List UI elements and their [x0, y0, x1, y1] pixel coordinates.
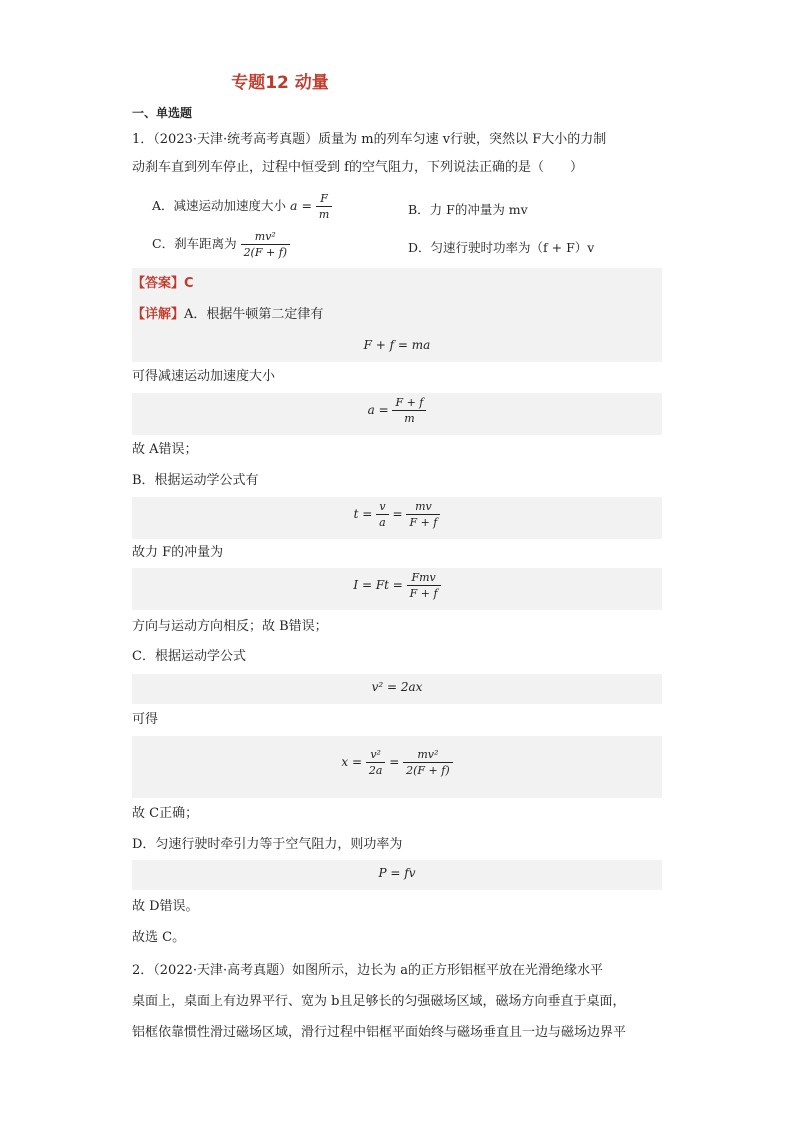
option-a-fraction [316, 192, 332, 221]
eq6-den-2: 2(F + f) [406, 764, 450, 777]
eq4-lhs: I = Ft = [353, 578, 403, 592]
q1-stem-line2: 动刹车直到列车停止，过程中恒受到 f的空气阻力，下列说法正确的是（ ） [132, 160, 583, 175]
eq6-num-1: v² [366, 748, 386, 763]
section-heading: 一、单选题 [132, 106, 193, 120]
option-c-fraction [241, 230, 291, 259]
eq3-num-2: mv [406, 500, 440, 515]
eq2-lhs: a = [367, 403, 389, 417]
text-2: 故 A错误； [132, 442, 198, 457]
q2-line1: 2．（2022·天津·高考真题）如图所示，边长为 a的正方形铝框平放在光滑绝缘水平 [132, 963, 604, 978]
eq3-mid: = [392, 507, 403, 521]
q1-option-a [152, 192, 332, 221]
option-a-lhs: a = [290, 198, 312, 213]
option-c-den: 2(F + f) [243, 246, 288, 259]
equation-3 [132, 500, 662, 529]
q1-option-d: D．匀速行驶时功率为（f + F）v [408, 240, 595, 255]
equation-7: P = fv [378, 866, 416, 880]
equation-5: v² = 2ax [371, 680, 423, 694]
eq4-num: Fmv [407, 571, 441, 586]
text-7: 可得 [132, 712, 159, 727]
option-c-num: mv² [241, 230, 291, 245]
text-10: 故 D错误。 [132, 899, 199, 914]
eq3-den-2: F + f [409, 516, 438, 529]
eq6-den-1: 2a [368, 764, 383, 777]
eq2-num: F + f [392, 396, 426, 411]
eq4-fraction [407, 571, 441, 600]
text-9: D．匀速行驶时牵引力等于空气阻力，则功率为 [132, 837, 403, 852]
eq3-den-1: a [379, 516, 386, 529]
eq6-mid: = [389, 755, 400, 769]
detail-label: 【详解】 [132, 307, 185, 322]
eq3-num-1: v [376, 500, 389, 515]
text-3: B．根据运动学公式有 [132, 473, 259, 488]
eq3-lhs: t = [353, 507, 373, 521]
eq4-den: F + f [409, 587, 438, 600]
q2-line2: 桌面上，桌面上有边界平行、宽为 b且足够长的匀强磁场区域，磁场方向垂直于桌面， [132, 994, 626, 1009]
eq6-fraction-1 [366, 748, 386, 777]
text-6: C．根据运动学公式 [132, 649, 246, 664]
eq6-num-2: mv² [403, 748, 453, 763]
option-a-num: F [316, 192, 332, 207]
answer-line [132, 271, 194, 297]
q1-option-c [152, 230, 290, 259]
text-11: 故选 C。 [132, 930, 186, 945]
equation-6 [132, 748, 662, 777]
answer-label: 【答案】 [132, 276, 185, 291]
equation-1: F + f = ma [363, 338, 431, 352]
q2-line3: 铝框依靠惯性滑过磁场区域，滑行过程中铝框平面始终与磁场垂直且一边与磁场边界平 [132, 1025, 627, 1040]
q1-option-b: B．力 F的冲量为 mv [408, 202, 528, 217]
text-1: 可得减速运动加速度大小 [132, 369, 276, 384]
eq6-fraction-2 [403, 748, 453, 777]
q1-stem-line1: 1．（2023·天津·统考高考真题）质量为 m的列车匀速 v行驶，突然以 F大小的力制 [132, 132, 607, 147]
answer-value: C [184, 276, 194, 291]
answer-band [132, 268, 662, 300]
equation-2 [132, 396, 662, 425]
option-c-text: C．刹车距离为 [152, 236, 237, 251]
detail-line [132, 302, 323, 328]
eq6-lhs: x = [341, 755, 363, 769]
detail-a-text: A．根据牛顿第二定律有 [184, 307, 324, 322]
eq3-fraction-2 [406, 500, 440, 529]
page-title: 专题12 动量 [231, 73, 329, 93]
equation-4 [132, 571, 662, 600]
eq2-den: m [404, 412, 415, 425]
text-4: 故力 F的冲量为 [132, 545, 224, 560]
option-a-den: m [318, 208, 330, 221]
eq2-fraction [392, 396, 426, 425]
option-a-text: A．减速运动加速度大小 [152, 198, 287, 213]
eq3-fraction-1 [376, 500, 389, 529]
text-8: 故 C正确； [132, 806, 199, 821]
text-5: 方向与运动方向相反；故 B错误； [132, 619, 328, 634]
